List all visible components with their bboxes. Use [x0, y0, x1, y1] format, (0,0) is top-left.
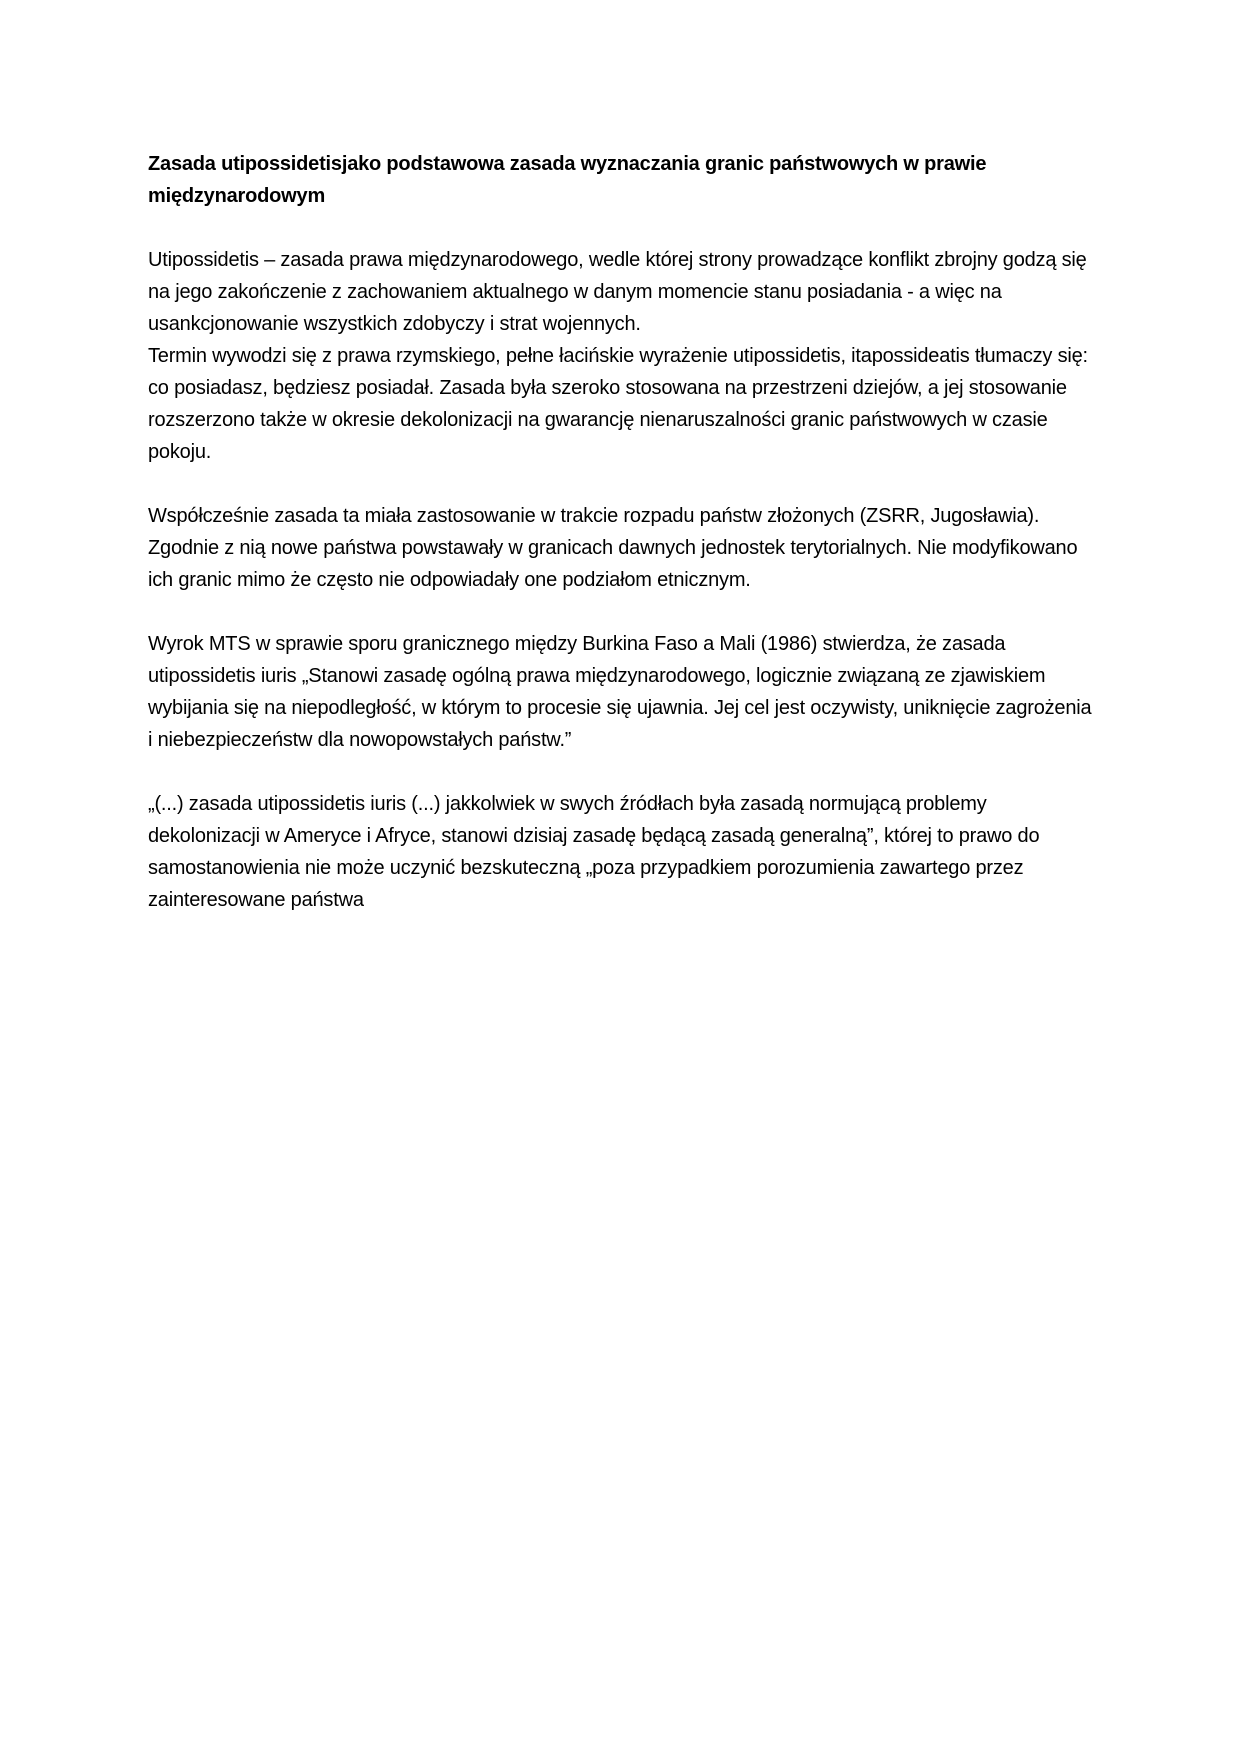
paragraph-origin: Termin wywodzi się z prawa rzymskiego, pełne łacińskie wyrażenie utipossidetis, itapossideatis tłumaczy się: co posiadasz, będziesz posiadał. Zasada była szeroko stosowana na przestrzeni dziejów, a jej stosowanie rozszerzono także w okresie dekolonizacji na gwarancję nienaruszalności granic państwowych w czasie pokoju.	[148, 345, 1088, 463]
paragraph-definition: Utipossidetis – zasada prawa międzynarodowego, wedle której strony prowadzące konflikt zbrojny godzą się na jego zakończenie z zachowaniem aktualnego w danym momencie stanu posiadania - a więc na usankcjonowanie wszystkich zdobyczy i strat wojennych.	[148, 249, 1087, 335]
paragraph-modern-use: Współcześnie zasada ta miała zastosowanie w trakcie rozpadu państw złożonych (ZSRR, Jugosławia). Zgodnie z nią nowe państwa powstawały w granicach dawnych jednostek terytorialnych. Nie modyfikowano ich granic mimo że często nie odpowiadały one podziałom etnicznym.	[148, 505, 1078, 591]
paragraph-quote: „(...) zasada utipossidetis iuris (...) jakkolwiek w swych źródłach była zasadą normującą problemy dekolonizacji w Ameryce i Afryce, stanowi dzisiaj zasadę będącą zasadą generalną”, której to prawo do samostanowienia nie może uczynić bezskuteczną „poza przypadkiem porozumienia zawartego przez zainteresowane państwa	[148, 793, 1040, 911]
document-body	[148, 148, 1092, 916]
paragraph-icj-judgment: Wyrok MTS w sprawie sporu granicznego między Burkina Faso a Mali (1986) stwierdza, że zasada utipossidetis iuris „Stanowi zasadę ogólną prawa międzynarodowego, logicznie związaną ze zjawiskiem wybijania się na niepodległość, w którym to procesie się ujawnia. Jej cel jest oczywisty, uniknięcie zagrożenia i niebezpieczeństw dla nowopowstałych państw.”	[148, 633, 1092, 751]
document-title: Zasada utipossidetisjako podstawowa zasada wyznaczania granic państwowych w prawie międzynarodowym	[148, 153, 987, 207]
